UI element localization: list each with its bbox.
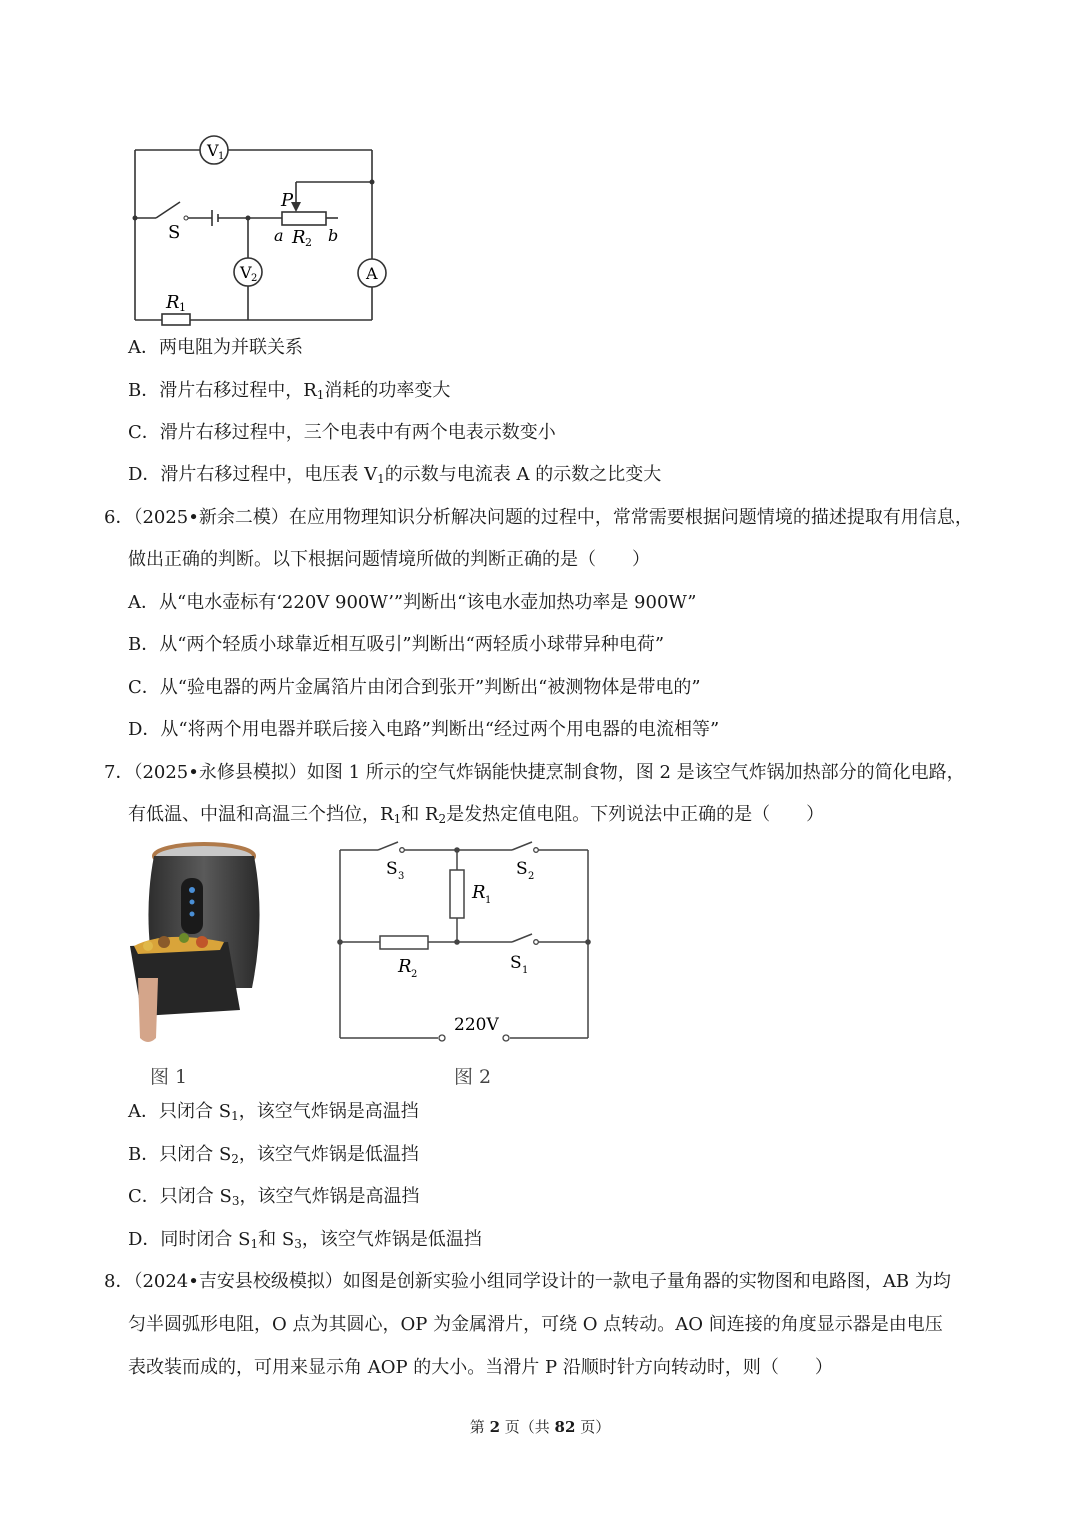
q8-number: 8． bbox=[104, 1271, 134, 1292]
q7-option-d-sub2: 3 bbox=[294, 1237, 302, 1251]
q5-option-d bbox=[128, 463, 661, 487]
r1-sub: 1 bbox=[179, 301, 186, 314]
ammeter-label: A bbox=[366, 264, 378, 283]
q5-option-b-post: 消耗的功率变大 bbox=[324, 380, 451, 401]
footer-total-pages: 82 bbox=[554, 1418, 576, 1436]
q7-stem-line1 bbox=[104, 761, 965, 785]
q5-option-d-pre: D．滑片右移过程中，电压表 V bbox=[128, 464, 378, 485]
q7-option-d-post: ，该空气炸锅是低温挡 bbox=[301, 1229, 482, 1250]
voltmeter-v2-icon bbox=[234, 258, 262, 286]
q7-option-b bbox=[128, 1143, 419, 1167]
page-footer bbox=[0, 1416, 1080, 1437]
q6-option-c: C．从“验电器的两片金属箔片由闭合到张开”判断出“被测物体是带电的” bbox=[128, 677, 701, 698]
q6-option-b: B．从“两个轻质小球靠近相互吸引”判断出“两轻质小球带异种电荷” bbox=[128, 634, 665, 655]
q5-option-a: A．两电阻为并联关系 bbox=[128, 337, 303, 358]
q5-option-c: C．滑片右移过程中，三个电表中有两个电表示数变小 bbox=[128, 422, 556, 443]
q8-stem-line2: 匀半圆弧形电阻，O 点为其圆心，OP 为金属滑片，可绕 O 点转动。AO 间连接的角度显示器是由电压 bbox=[128, 1314, 943, 1335]
q5-option-b bbox=[128, 379, 450, 403]
slider-label: P bbox=[281, 190, 294, 211]
switch-label: S bbox=[168, 222, 181, 243]
q7-option-a-pre: A．只闭合 S bbox=[128, 1101, 232, 1122]
q7-option-a bbox=[128, 1100, 419, 1124]
r1-fig2-label: R bbox=[472, 882, 486, 903]
v1-label: V bbox=[207, 141, 219, 160]
q7-line2-mid: 和 R bbox=[401, 804, 439, 825]
r1-fig2-sub: 1 bbox=[485, 895, 492, 906]
footer-page-number: 2 bbox=[489, 1418, 500, 1436]
q8-line1-text: （2024•吉安县校级模拟）如图是创新实验小组同学设计的一款电子量角器的实物图和电路图，AB 为均 bbox=[133, 1271, 951, 1292]
q7-option-d-mid: 和 S bbox=[258, 1229, 295, 1250]
s1-sub: 1 bbox=[522, 965, 529, 976]
q7-line2-sub1: 1 bbox=[393, 812, 402, 826]
q6-line1-text: （2025•新余二模）在应用物理知识分析解决问题的过程中，常常需要根据问题情境的描述提取有用信息， bbox=[133, 507, 973, 528]
s3-label: S bbox=[386, 859, 398, 879]
r2-fig2-label: R bbox=[398, 956, 412, 977]
q6-option-a: A．从“电水壶标有‘220V 900W’”判断出“该电水壶加热功率是 900W” bbox=[128, 592, 697, 613]
q7-line2-pre: 有低温、中温和高温三个挡位，R bbox=[128, 804, 394, 825]
voltage-label: 220V bbox=[454, 1015, 499, 1035]
q7-option-c-pre: C．只闭合 S bbox=[128, 1186, 232, 1207]
s1-label: S bbox=[510, 953, 522, 973]
q6-stem-line2: 做出正确的判断。以下根据问题情境所做的判断正确的是（ ） bbox=[128, 549, 650, 570]
footer-post: 页） bbox=[575, 1418, 611, 1436]
end-a-label: a bbox=[274, 226, 284, 245]
q7-option-a-post: ，该空气炸锅是高温挡 bbox=[238, 1101, 419, 1122]
q5-option-b-sub: 1 bbox=[316, 388, 325, 402]
r2-label: R bbox=[292, 227, 306, 248]
q7-option-b-post: ，该空气炸锅是低温挡 bbox=[238, 1144, 419, 1165]
q7-option-c bbox=[128, 1185, 419, 1209]
air-fryer-photo bbox=[124, 838, 284, 1048]
q7-option-d-sub1: 1 bbox=[250, 1237, 259, 1251]
air-fryer-circuit-diagram bbox=[330, 838, 600, 1048]
q7-stem-line2 bbox=[128, 803, 824, 827]
r2-fig2-sub: 2 bbox=[411, 969, 418, 980]
q5-option-b-pre: B．滑片右移过程中，R bbox=[128, 380, 317, 401]
q6-option-d: D．从“将两个用电器并联后接入电路”判断出“经过两个用电器的电流相等” bbox=[128, 719, 720, 740]
v2-label: V bbox=[240, 263, 252, 282]
q7-option-c-sub: 3 bbox=[231, 1194, 240, 1208]
q7-option-d-pre: D．同时闭合 S bbox=[128, 1229, 251, 1250]
fig1-caption: 图 1 bbox=[150, 1066, 188, 1088]
q5-circuit-diagram bbox=[128, 130, 388, 330]
s2-sub: 2 bbox=[528, 871, 535, 882]
ammeter-icon bbox=[358, 259, 386, 287]
q7-line2-sub2: 2 bbox=[438, 812, 447, 826]
q7-option-b-sub: 2 bbox=[231, 1152, 239, 1166]
q6-number: 6． bbox=[104, 507, 134, 528]
r1-label: R bbox=[166, 292, 180, 313]
q7-line1-text: （2025•永修县模拟）如图 1 所示的空气炸锅能快捷烹制食物，图 2 是该空气炸锅加热部分的简化电路， bbox=[133, 762, 965, 783]
r2-sub: 2 bbox=[305, 236, 312, 249]
footer-pre: 第 bbox=[469, 1418, 490, 1436]
voltmeter-v1-icon bbox=[200, 136, 228, 164]
v1-sub: 1 bbox=[218, 151, 225, 162]
s3-sub: 3 bbox=[398, 871, 405, 882]
q6-stem-line1 bbox=[104, 506, 973, 530]
fig2-caption: 图 2 bbox=[454, 1066, 492, 1088]
v2-sub: 2 bbox=[251, 273, 258, 284]
q5-option-d-post: 的示数与电流表 A 的示数之比变大 bbox=[384, 464, 662, 485]
q8-stem-line1 bbox=[104, 1270, 951, 1294]
q7-option-a-sub: 1 bbox=[231, 1109, 239, 1123]
footer-mid: 页（共 bbox=[500, 1418, 555, 1436]
s2-label: S bbox=[516, 859, 528, 879]
q7-option-c-post: ，该空气炸锅是高温挡 bbox=[239, 1186, 420, 1207]
end-b-label: b bbox=[328, 226, 339, 245]
q7-option-b-pre: B．只闭合 S bbox=[128, 1144, 232, 1165]
q5-option-d-sub: 1 bbox=[377, 472, 385, 486]
q7-line2-post: 是发热定值电阻。下列说法中正确的是（ ） bbox=[446, 804, 825, 825]
q8-stem-line3: 表改装而成的，可用来显示角 AOP 的大小。当滑片 P 沿顺时针方向转动时，则（ ） bbox=[128, 1357, 833, 1378]
q7-option-d bbox=[128, 1228, 482, 1252]
q7-number: 7． bbox=[104, 762, 134, 783]
